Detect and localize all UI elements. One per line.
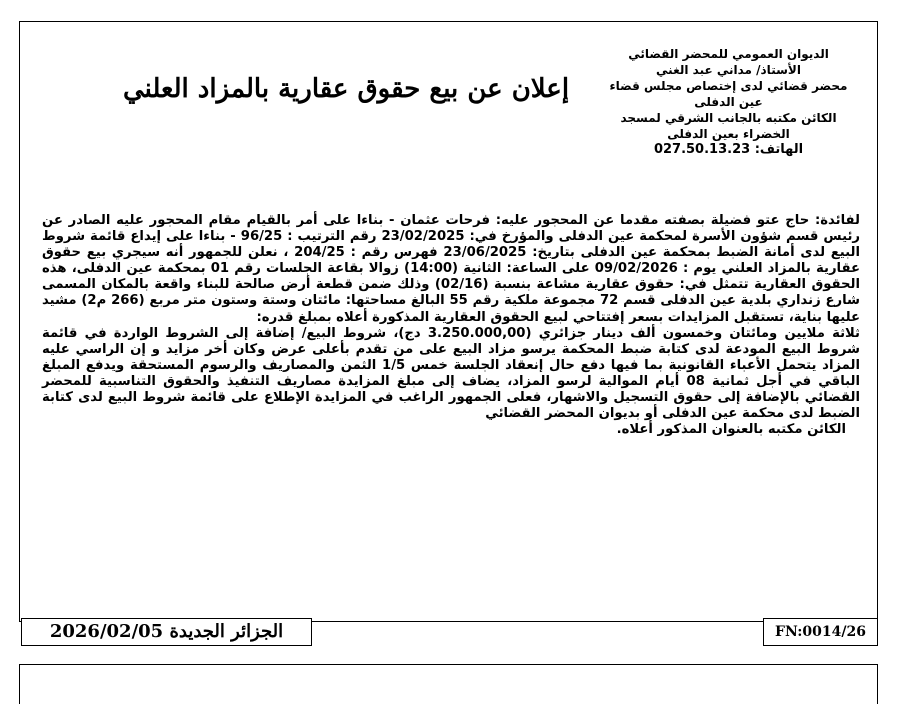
office-phone: الهاتف: 027.50.13.23 (653, 142, 804, 158)
office-address-line1: الكائن مكتبه بالجانب الشرقي لمسجد (620, 110, 837, 125)
fn-reference-box (763, 618, 878, 646)
bailiff-name: الأستاذ/ مداني عبد الغني (656, 62, 801, 77)
announcement-body (42, 213, 860, 438)
office-address-line2: الخضراء بعين الدفلى (667, 126, 790, 141)
body-paragraph-1: لفائدة: حاج عتو فضيلة بصفته مقدما عن المحجور عليه: فرحات عثمان - بناءا على أمر بالقيام مقام المحجور عليه الصادر عن رئيس قسم شؤون الأسرة لمحكمة عين الدفلى والمؤرخ في: 23/02/2025 رقم الترتيب : 96/25 - بناءا على إيداع قائمة شروط البيع لدى أمانة الضبط بمحكمة عين الدفلى بتاريخ: 23/06/2025 فهرس رقم : 204/25 ، نعلن للجمهور أنه سيجري بيع حقوق عقارية بالمزاد العلني يوم : 09/02/2026 على الساعة: الثانية (14:00) زوالا بقاعة الجلسات رقم 01 بمحكمة عين الدفلى، هذه الحقوق العقارية تتمثل في: حقوق عقارية مشاعة بنسبة (02/16) وذلك ضمن قطعة أرض صالحة للبناء واقعة بالمكان المسمى شارع زنداري بلدية عين الدفلى قسم 72 مجموعة ملكية رقم 55 البالغ مساحتها: مائتان وستة وستون متر مربع (266 م2) مشيد عليها بناية، تستقبل المزايدات بسعر إفتتاحي لبيع الحقوق العقارية المذكورة أعلاه بمبلغ قدره: (42, 213, 861, 325)
body-paragraph-2: ثلاثة ملايين ومائتان وخمسون ألف دينار جزائري (3.250.000,00 دج)، شروط البيع/ إضافة إلى الشروط الواردة في قائمة شروط البيع المودعة لدى كتابة ضبط المحكمة يرسو مزاد البيع على من تقدم بأعلى عرض وكان أخر مزايد و إن الراسي عليه المزاد يتحمل الأعباء القانونية بما فيها دفع حال إنعقاد الجلسة خمس 1/5 الثمن والمصاريف والرسوم المستحقة ويدفع المبلغ الباقي في أجل ثمانية 08 أيام الموالية لرسو المزاد، يضاف إلى مبلغ المزايدة مصاريف التنفيذ والحقوق التناسبية للمحضر القضائي بالإضافة إلى حقوق التسجيل والاشهار، فعلى الجمهور الراغب في المزايدة الإطلاع على قائمة شروط البيع لدى كتابة الضبط لدى محكمة عين الدفلى أو بديوان المحضر القضائي (42, 325, 861, 422)
bailiff-jurisdiction: محضر قضائي لدى إختصاص مجلس قضاء (609, 78, 848, 93)
newspaper-date-box (21, 618, 312, 646)
bailiff-office-header (596, 47, 861, 158)
body-paragraph-3: الكائن مكتبه بالعنوان المذكور أعلاه. (616, 422, 846, 438)
fn-reference: FN:0014/26 (775, 624, 866, 640)
next-announcement-frame (19, 664, 878, 704)
bailiff-city: عين الدفلى (694, 94, 763, 109)
newspaper-date: الجزائر الجديدة 2026/02/05 (49, 621, 284, 642)
office-name: الديوان العمومي للمحضر القضائي (628, 47, 829, 61)
announcement-title: إعلان عن بيع حقوق عقارية بالمزاد العلني (122, 74, 570, 104)
